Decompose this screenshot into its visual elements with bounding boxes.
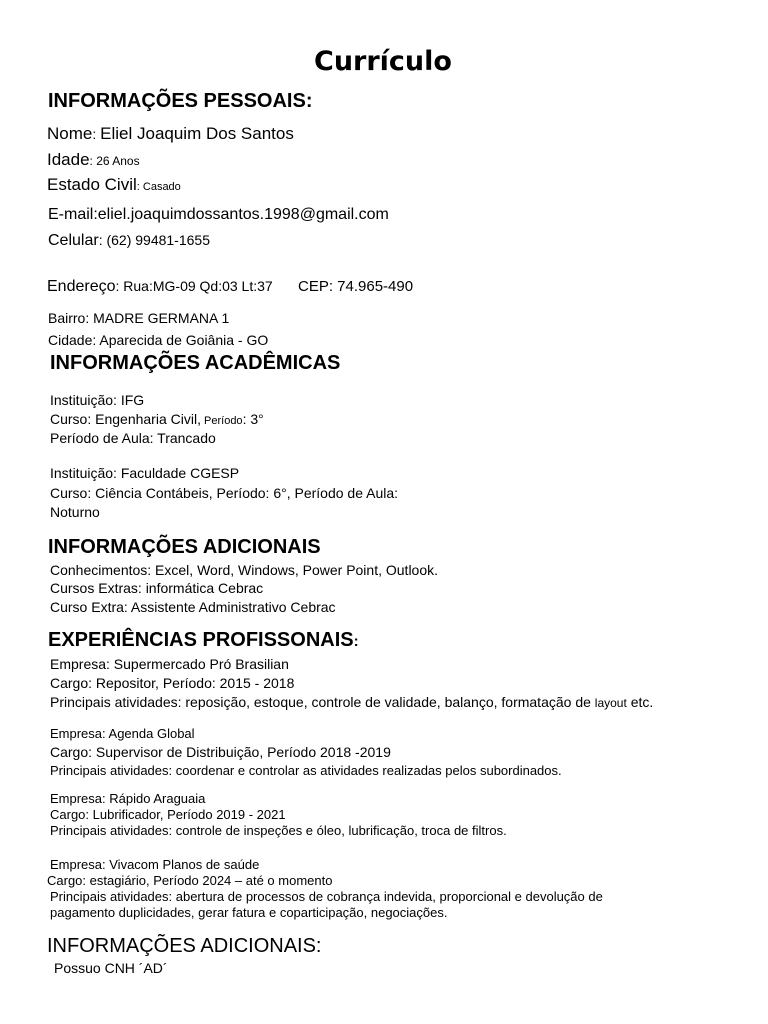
age-label: Idade: [47, 150, 90, 169]
address-line: [47, 278, 273, 296]
phone-label: Celular: [48, 232, 99, 249]
job-3-role: Cargo: Lubrificador, Período 2019 - 2021: [50, 807, 286, 822]
additional-heading: INFORMAÇÕES ADICIONAIS: [48, 536, 321, 558]
job-1-company: Empresa: Supermercado Pró Brasilian: [50, 656, 289, 672]
job-1-role: Cargo: Repositor, Período: 2015 - 2018: [50, 675, 295, 691]
academic-1-course-b: Período: [200, 415, 243, 427]
personal-heading: INFORMAÇÕES PESSOAIS:: [48, 90, 313, 112]
additional-line-1: Conhecimentos: Excel, Word, Windows, Power Point, Outlook.: [50, 562, 439, 578]
academic-2-period: Noturno: [50, 504, 100, 520]
additional2-line: Possuo CNH ´AD´: [54, 960, 168, 976]
job-4-activities-1: Principais atividades: abertura de processos de cobrança indevida, proporcional e devolução de: [50, 889, 603, 904]
job-1-activities-b: layout: [594, 696, 627, 710]
bairro-line: Bairro: MADRE GERMANA 1: [48, 310, 230, 326]
age-line: [47, 150, 140, 170]
civil-line: [47, 175, 181, 195]
job-2-company: Empresa: Agenda Global: [50, 726, 195, 741]
academic-heading: INFORMAÇÕES ACADÊMICAS: [50, 352, 341, 374]
email-line: E-mail:eliel.joaquimdossantos.1998@gmail.com: [48, 206, 389, 223]
name-label: Nome: [47, 124, 93, 143]
civil-label: Estado Civil: [47, 175, 137, 194]
job-4-activities-2: pagamento duplicidades, gerar fatura e coparticipação, negociações.: [50, 905, 448, 920]
job-3-company: Empresa: Rápido Araguaia: [50, 791, 206, 806]
phone-value: : (62) 99481-1655: [98, 232, 210, 248]
job-1-activities-c: etc.: [626, 694, 654, 710]
additional2-heading: INFORMAÇÕES ADICIONAIS:: [47, 935, 322, 957]
job-3-activities: Principais atividades: controle de inspeções e óleo, lubrificação, troca de filtros.: [50, 823, 507, 838]
page-title: Currículo: [314, 46, 452, 77]
age-value: : 26 Anos: [89, 154, 140, 168]
address-label: Endereço: [47, 278, 116, 295]
address-value: : Rua:MG-09 Qd:03 Lt:37: [115, 278, 273, 294]
job-2-role: Cargo: Supervisor de Distribuição, Período 2018 -2019: [50, 744, 391, 760]
phone-line: [48, 232, 210, 250]
cidade-line: Cidade: Aparecida de Goiânia - GO: [48, 332, 269, 348]
experience-heading-text: EXPERIÊNCIAS PROFISSONAIS: [48, 629, 354, 651]
job-1-activities: [50, 694, 653, 710]
academic-1-course-a: Curso: Engenharia Civil,: [50, 411, 201, 427]
experience-heading-colon: :: [353, 633, 359, 650]
academic-1-course-c: : 3°: [242, 411, 264, 427]
job-4-company: Empresa: Vivacom Planos de saúde: [50, 857, 260, 872]
job-1-activities-a: Principais atividades: reposição, estoque, controle de validade, balanço, formatação de: [50, 694, 595, 710]
academic-1-course: [50, 411, 264, 427]
experience-heading: [48, 629, 359, 652]
academic-1-period: Período de Aula: Trancado: [50, 430, 216, 446]
academic-2-institution: Instituição: Faculdade CGESP: [50, 465, 240, 481]
additional-line-3: Curso Extra: Assistente Administrativo Cebrac: [50, 599, 336, 615]
name-value: Eliel Joaquim Dos Santos: [100, 124, 294, 143]
job-4-role: Cargo: estagiário, Período 2024 – até o momento: [47, 873, 333, 888]
academic-1-institution: Instituição: IFG: [50, 392, 145, 408]
cep-line: CEP: 74.965-490: [298, 278, 414, 295]
additional-line-2: Cursos Extras: informática Cebrac: [50, 580, 264, 596]
name-line: [47, 124, 294, 144]
job-2-activities: Principais atividades: coordenar e controlar as atividades realizadas pelos subordinados.: [50, 763, 562, 778]
name-sep: :: [92, 126, 101, 142]
civil-value: : Casado: [136, 181, 181, 193]
academic-2-course: Curso: Ciência Contábeis, Período: 6°, Período de Aula:: [50, 485, 399, 501]
